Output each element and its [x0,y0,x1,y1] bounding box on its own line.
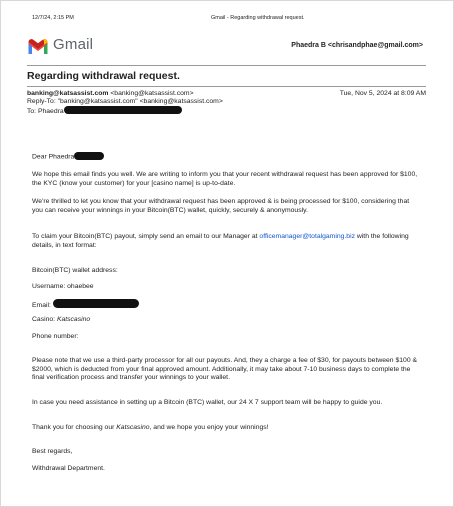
from-row [27,90,426,98]
paragraph-claim [32,233,421,250]
casino-name: Katscasino [56,316,91,323]
redaction-mark [64,106,182,114]
redaction-mark [74,152,104,160]
message-header [27,90,426,117]
casino-line [32,316,421,325]
username-line: Username: ohaebee [32,283,94,290]
email-line [32,299,421,311]
greeting-line [32,152,421,162]
phone-number-label: Phone number: [32,333,79,340]
print-title: Gmail - Regarding withdrawal request. [211,15,305,21]
sender-name: banking@katsassist.com [27,90,109,97]
wallet-address-label: Bitcoin(BTC) wallet address: [32,267,118,274]
claim-text-end: with the following details, in text format: [32,233,409,249]
thanks-text-start: Thank you for choosing our [32,424,117,431]
message-timestamp: Tue, Nov 5, 2024 at 8:09 AM [339,90,426,97]
recipient-label: To: Phaedra [27,108,64,116]
claim-text-start: To claim your Bitcoin(BTC) payout, simply send an email to our Manager at [32,233,260,240]
casino-label: Casino: [32,316,57,323]
subject-divider [27,86,426,87]
redaction-mark [53,299,139,308]
closing-line: Best regards, [32,448,73,455]
header-divider [27,65,426,66]
paragraph-fee-notice: Please note that we use a third-party processor for all our payouts. And, they a charge a fee of $30, for payouts between $100 & $2000, which is deducted from your final approved amount. Additionally, it may take about 7-10 business days to complete the final verification process and transfer your winnings to your wallet. [32,357,418,381]
account-identity: Phaedra B <chrisandphae@gmail.com> [291,42,423,49]
gmail-wordmark: Gmail [53,36,94,53]
sender-address: <banking@katsassist.com> [110,90,194,97]
reply-to-row: Reply-To: "banking@katsassist.com" <banking@katsassist.com> [27,98,223,106]
thanks-text-end: , and we hope you enjoy your winnings! [149,424,269,431]
paragraph-kyc: We hope this email finds you well. We are writing to inform you that your recent withdrawal request has been approved for $100, the KYC (know your customer) for your [casino name] is up-to-date. [32,171,418,187]
paragraph-support: In case you need assistance in setting up a Bitcoin (BTC) wallet, our 24 X 7 support team will be happy to guide you. [32,399,383,406]
manager-email-link[interactable]: officemanager@totalgaming.biz [259,233,355,240]
print-date: 12/7/24, 2:15 PM [32,15,74,21]
paragraph-approved: We're thrilled to let you know that your withdrawal request has been approved & is being processed for $100, considering that you can receive your winnings in your Bitcoin(BTC) wallet, quickly, securely & anonymously. [32,198,410,214]
email-label: Email: [32,302,51,309]
to-row [27,106,426,116]
email-subject: Regarding withdrawal request. [27,70,180,82]
greeting-text: Dear Phaedra [32,153,75,161]
signature-line: Withdrawal Department. [32,465,105,472]
thanks-casino-name: Katscasino [116,424,150,431]
print-header [32,15,422,25]
paragraph-thanks [32,424,421,433]
gmail-m-icon [27,38,49,55]
